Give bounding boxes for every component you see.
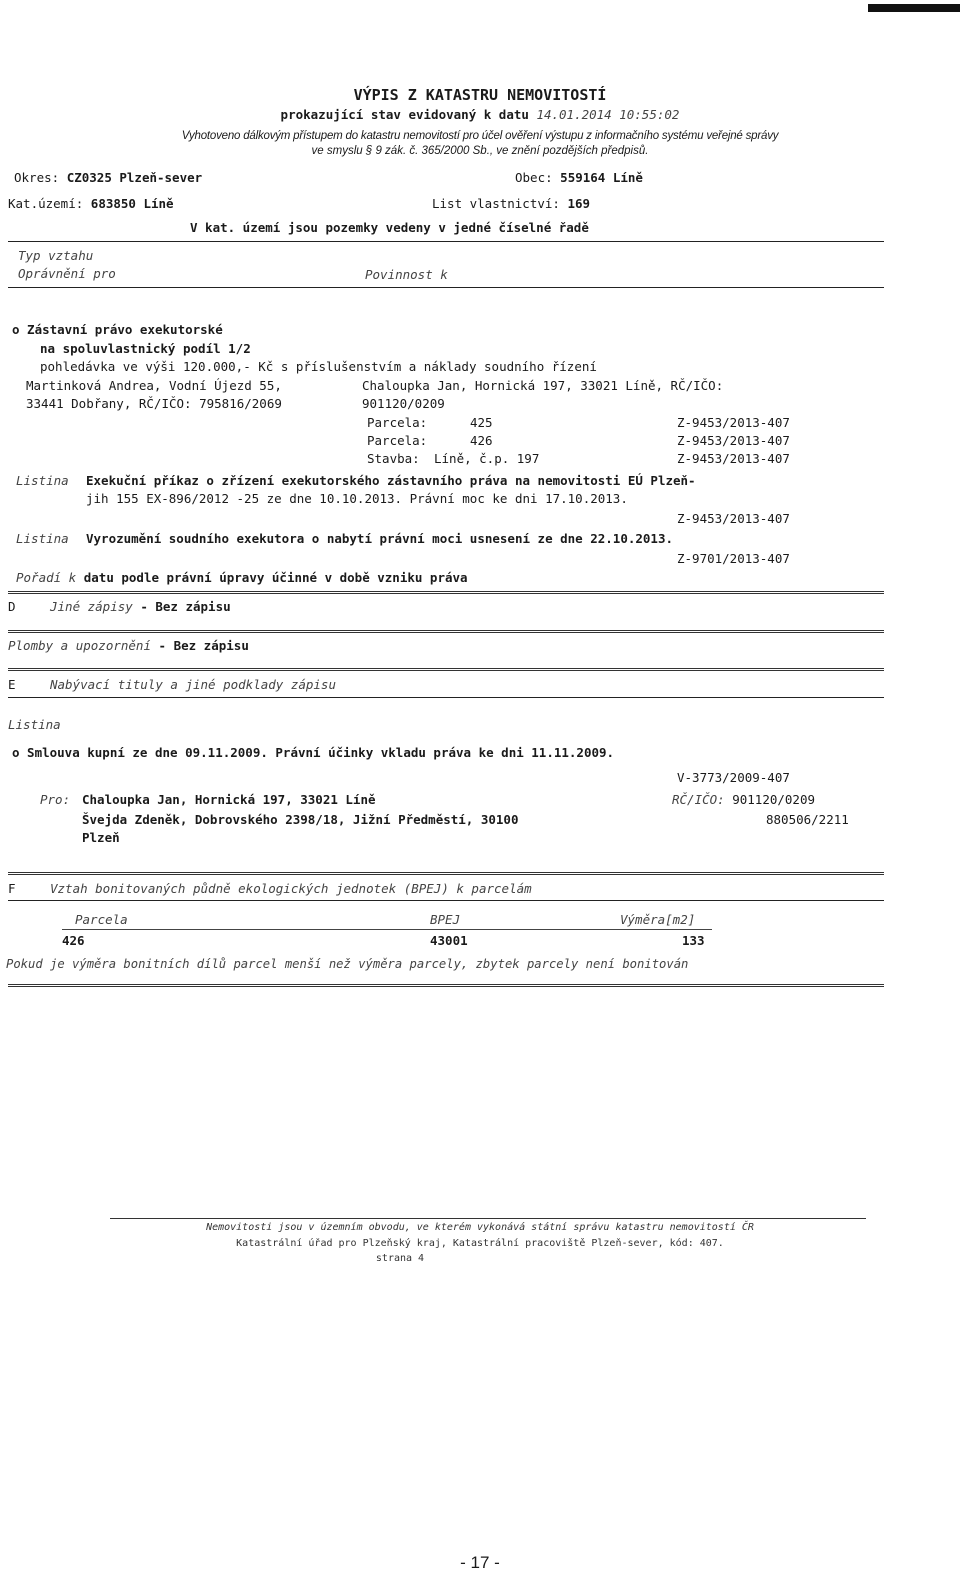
bpej-cell-parcela: 426 [62,933,85,948]
object-value: Líně, č.p. 197 [434,451,540,466]
rc-row [672,792,815,807]
poradi-row [16,570,468,585]
object-ref: Z-9453/2013-407 [677,433,790,448]
object-label: Parcela: [367,433,428,448]
divider [8,697,884,698]
okres-value: CZ0325 Plzeň-sever [66,170,203,185]
document-title: VÝPIS Z KATASTRU NEMOVITOSTÍ [353,86,607,104]
beneficiary-line1: Martinková Andrea, Vodní Újezd 55, [26,378,282,393]
listina-text-line1: Vyrozumění soudního exekutora o nabytí právní moci usnesení ze dne 22.10.2013. [86,531,673,546]
subtitle-label: prokazující stav evidovaný k datu [280,107,529,122]
list-value: 169 [567,196,591,211]
pro-person-line1: Chaloupka Jan, Hornická 197, 33021 Líně [82,792,376,807]
column-povinnost-k: Povinnost k [365,267,448,282]
table-rule [62,929,712,930]
object-ref: Z-9453/2013-407 [677,451,790,466]
divider [8,900,884,901]
footer-page-label: strana 4 [375,1253,425,1264]
page-number: - 17 - [460,1553,500,1572]
bpej-col-bpej: BPEJ [430,912,461,927]
rc-value: 901120/0209 [732,792,816,807]
section-f-title: Vztah bonitovaných půdně ekologických jednotek (BPEJ) k parcelám [50,881,532,896]
object-value: 425 [470,415,493,430]
listina-label: Listina [16,473,69,488]
section-e-listina-label: Listina [8,717,61,732]
footer-line1: Nemovitosti jsou v územním obvodu, ve kterém vykonává státní správu katastru nemovitostí ČR [206,1222,754,1233]
section-d-heading [50,599,231,614]
listina-ref: Z-9701/2013-407 [677,551,790,566]
obec-value: 559164 Líně [560,170,643,185]
katuzemi-value: 683850 Líně [90,196,174,211]
bpej-note: Pokud je výměra bonitních dílů parcel menší než výměra parcely, zbytek parcely není bonitován [6,957,689,971]
object-label: Stavba: [367,451,420,466]
obligor-line1: Chaloupka Jan, Hornická 197, 33021 Líně, RČ/IČO: [362,378,724,393]
bpej-cell-bpej: 43001 [430,933,468,948]
divider [8,241,884,242]
series-note: V kat. území jsou pozemky vedeny v jedné číselné řadě [190,220,589,235]
plomby-title: Plomby a upozornění [8,638,151,653]
section-divider [8,630,884,633]
obligor-line2: 901120/0209 [362,396,445,411]
pro-label: Pro: [40,792,71,807]
poradi-text: datu podle právní úpravy účinné v době vzniku práva [83,570,468,585]
scan-artifact-bar [868,4,960,12]
okres-label: Okres: [14,170,60,185]
object-ref: Z-9453/2013-407 [677,415,790,430]
obec-label: Obec: [515,170,553,185]
beneficiary-line2: 33441 Dobřany, RČ/IČO: 795816/2069 [26,396,282,411]
section-divider [8,668,884,671]
section-d-value: - Bez zápisu [140,599,231,614]
rc-label: RČ/IČO: [672,792,725,807]
list-field [432,196,590,211]
lien-item-share: na spoluvlastnický podíl 1/2 [40,341,251,356]
section-divider [8,591,884,594]
lien-item-claim: pohledávka ve výši 120.000,- Kč s příslušenstvím a náklady soudního řízení [40,359,597,374]
lien-item-title: o Zástavní právo exekutorské [12,322,223,337]
object-label: Parcela: [367,415,428,430]
column-opravneni-pro: Oprávnění pro [18,266,116,281]
document-subtitle [0,107,960,122]
okres-field [14,170,202,185]
section-e-letter: E [8,677,16,692]
purchase-contract-line: o Smlouva kupní ze dne 09.11.2009. Právní účinky vkladu práva ke dni 11.11.2009. [12,745,615,760]
listina-ref: Z-9453/2013-407 [677,511,790,526]
katuzemi-field [8,196,174,211]
rc-value: 880506/2211 [766,812,849,827]
pro-person-line3: Plzeň [82,830,120,845]
divider [8,287,884,288]
plomby-value: - Bez zápisu [158,638,249,653]
section-f-letter: F [8,881,16,896]
section-e-title: Nabývací tituly a jiné podklady zápisu [50,677,336,692]
listina-text-line1: Exekuční příkaz o zřízení exekutorského zástavního práva na nemovitosti EÚ Plzeň- [86,473,696,488]
poradi-label: Pořadí k [16,570,77,585]
legal-note-line1: Vyhotoveno dálkovým přístupem do katastru nemovitostí pro účel ověření výstupu z informačního systému veřejné správy [181,130,779,142]
listina-text-line2: jih 155 EX-896/2012 -25 ze dne 10.10.2013. Právní moc ke dni 17.10.2013. [86,491,628,506]
purchase-contract-ref: V-3773/2009-407 [677,770,790,785]
plomby-heading [8,638,249,653]
column-typ-vztahu: Typ vztahu [18,248,94,263]
footer-rule [110,1218,866,1219]
list-label: List vlastnictví: [432,196,560,211]
section-divider [8,872,884,875]
object-value: 426 [470,433,493,448]
listina-label: Listina [16,531,69,546]
pro-person-line2: Švejda Zdeněk, Dobrovského 2398/18, Jižní Předměstí, 30100 [82,812,519,827]
bpej-col-vymera: Výměra[m2] [620,912,696,927]
katuzemi-label: Kat.území: [8,196,84,211]
footer-line2: Katastrální úřad pro Plzeňský kraj, Katastrální pracoviště Plzeň-sever, kód: 407. [236,1238,724,1249]
bpej-cell-vymera: 133 [682,933,705,948]
section-divider [8,984,884,987]
bpej-col-parcela: Parcela [75,912,128,927]
obec-field [515,170,643,185]
section-d-title: Jiné zápisy [50,599,133,614]
legal-note-line2: ve smyslu § 9 zák. č. 365/2000 Sb., ve znění pozdějších předpisů. [311,145,649,157]
subtitle-date: 14.01.2014 10:55:02 [536,107,680,122]
section-d-letter: D [8,599,16,614]
